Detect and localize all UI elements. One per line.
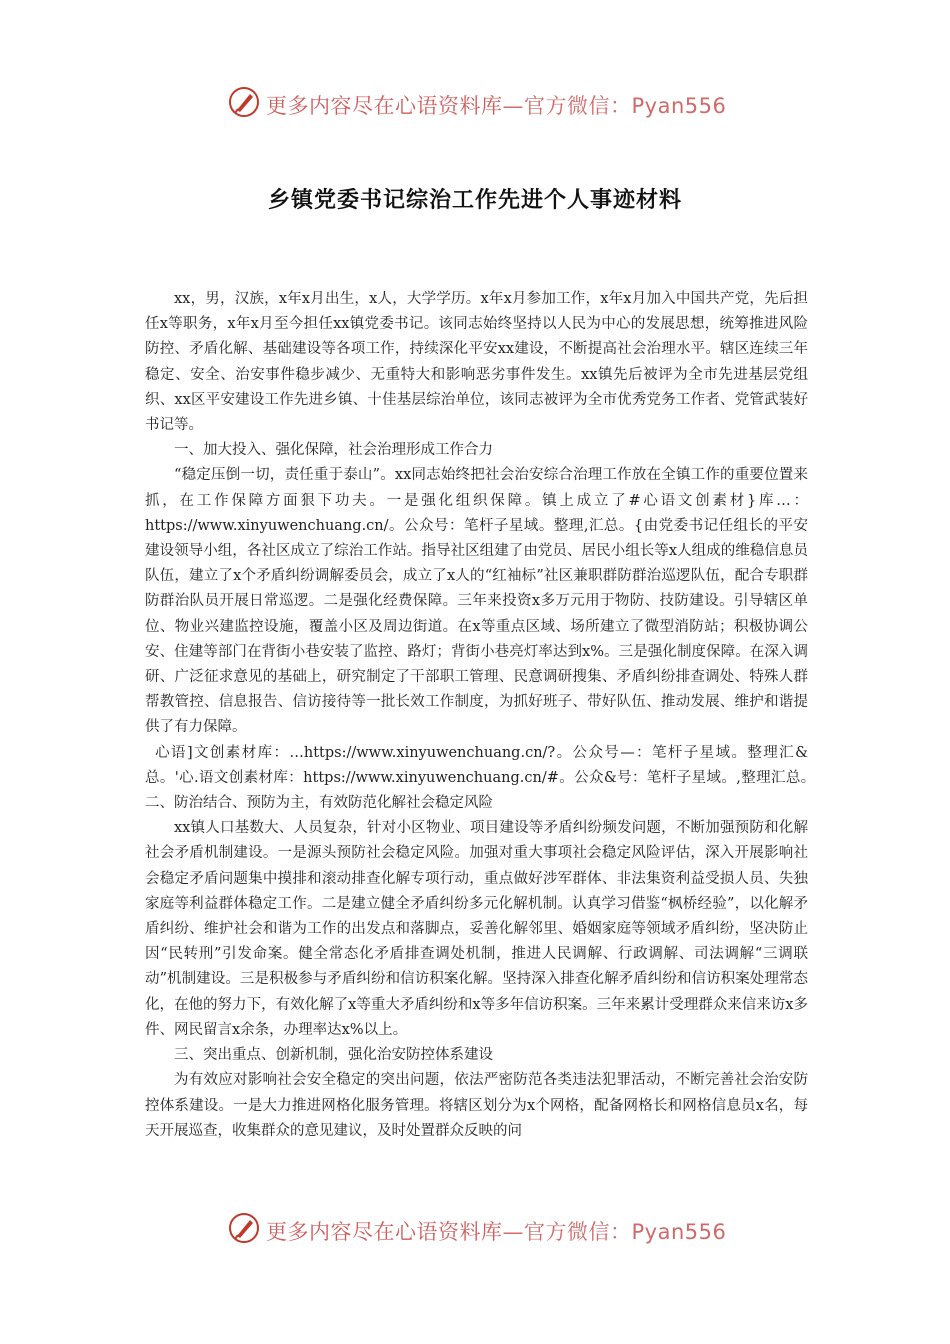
banner-dash: —: [502, 1220, 524, 1244]
paragraph-section-1: “稳定压倒一切，责任重于泰山”。xx同志始终把社会治安综合治理工作放在全镇工作的重要位置来抓，在工作保障方面狠下功夫。一是强化组织保障。镇上成立了#心语文创素材}库…：https://www.xinyuwenchuang.cn/。公众号：笔杆子星域。整理,汇总。{由党委书记任组长的平安建设领导小组，各社区成立了综治工作站。指导社区组建了由党员、居民小组长等x人组成的维稳信息员队伍，建立了x个矛盾纠纷调解委员会，成立了x人的“红袖标”社区兼职群防群治巡逻队伍，配合专职群防群治队员开展日常巡逻。二是强化经费保障。三年来投资x多万元用于物防、技防建设。引导辖区单位、物业兴建监控设施，覆盖小区及周边街道。在x等重点区域、场所建立了微型消防站；积极协调公安、住建等部门在背街小巷安装了监控、路灯；背街小巷亮灯率达到x%。三是强化制度保障。在深入调研、广泛征求意见的基础上，研究制定了干部职工管理、民意调研搜集、矛盾纠纷排查调处、特殊人群帮教管控、信息报告、信访接待等一批长效工作制度，为抓好班子、带好队伍、推动发展、维护和谐提供了有力保障。: [145, 467, 808, 736]
section-heading-3: 三、突出重点、创新机制，强化治安防控体系建设: [174, 1047, 493, 1064]
banner-dash: —: [502, 94, 524, 118]
paragraph-section-2: xx镇人口基数大、人员复杂，针对小区物业、项目建设等矛盾纠纷频发问题，不断加强预防和化解社会矛盾机制建设。一是源头预防社会稳定风险。加强对重大事项社会稳定风险评估，深入开展影响社会稳定矛盾问题集中摸排和滚动排查化解专项行动，重点做好涉军群体、非法集资利益受损人员、失独家庭等利益群体稳定工作。二是建立健全矛盾纠纷多元化解机制。认真学习借鉴“枫桥经验”，以化解矛盾纠纷、维护社会和谐为工作的出发点和落脚点，妥善化解邻里、婚姻家庭等领域矛盾纠纷，坚决防止因“民转刑”引发命案。健全常态化矛盾排查调处机制，推进人民调解、行政调解、司法调解“三调联动”机制建设。三是积极参与矛盾纠纷和信访积案化解。坚持深入排查化解矛盾纠纷和信访积案处理常态化，在他的努力下，有效化解了x等重大矛盾纠纷和x等多年信访积案。三年来累计受理群众来信来访x多件、网民留言x余条，办理率达x%以上。: [145, 820, 808, 1038]
paragraph-section-3: 为有效应对影响社会安全稳定的突出问题，依法严密防范各类违法犯罪活动，不断完善社会治安防控体系建设。一是大力推进网格化服务管理。将辖区划分为x个网格，配备网格长和网格信息员x名，每天开展巡查，收集群众的意见建议，及时处置群众反映的问: [145, 1072, 808, 1139]
banner-text: [266, 1216, 726, 1246]
banner-text: [266, 90, 726, 120]
banner-prefix: 更多内容尽在心语资料库: [266, 1220, 503, 1244]
quill-pen-logo-icon: [228, 1212, 260, 1244]
paragraph-watermark-and-heading-2: 心语]文创素材库：…https://www.xinyuwenchuang.cn/?。公众号—：笔杆子星域。整理汇&总。'心.语文创素材库：https://www.xinyuwenchuang.cn/#。公众&号：笔杆子星域。,整理汇总。 二、防治结合、预防为主，有效防范化解社会稳定风险: [145, 744, 823, 812]
document-body: [145, 287, 823, 1144]
banner-contact: 官方微信：Pyan556: [524, 1220, 727, 1244]
watermark-banner-bottom: [0, 1208, 950, 1248]
quill-pen-logo-icon: [228, 86, 260, 118]
watermark-banner-top: [0, 82, 950, 122]
banner-prefix: 更多内容尽在心语资料库: [266, 94, 503, 118]
document-title: 乡镇党委书记综治工作先进个人事迹材料: [267, 188, 682, 213]
paragraph-intro: xx，男，汉族，x年x月出生，x人，大学学历。x年x月参加工作，x年x月加入中国共产党，先后担任x等职务，x年x月至今担任xx镇党委书记。该同志始终坚持以人民为中心的发展思想，统筹推进风险防控、矛盾化解、基础建设等各项工作，持续深化平安xx建设，不断提高社会治理水平。辖区连续三年稳定、安全、治安事件稳步减少、无重特大和影响恶劣事件发生。xx镇先后被评为全市先进基层党组织、xx区平安建设工作先进乡镇、十佳基层综治单位，该同志被评为全市优秀党务工作者、党管武装好书记等。: [145, 291, 808, 434]
section-heading-1: 一、加大投入、强化保障，社会治理形成工作合力: [174, 442, 493, 459]
banner-contact: 官方微信：Pyan556: [524, 94, 727, 118]
